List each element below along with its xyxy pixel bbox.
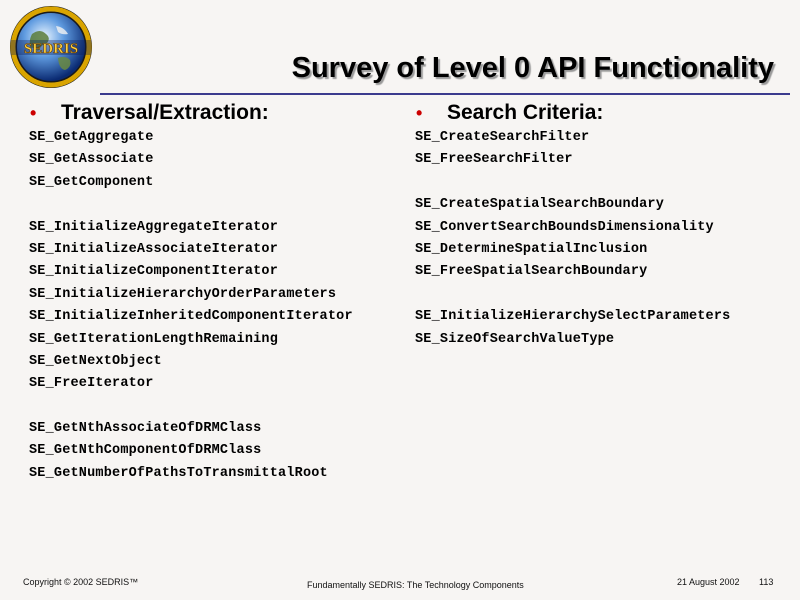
function-name: SE_GetAssociate [29, 152, 154, 168]
left-function-list [29, 127, 409, 485]
left-column [29, 99, 409, 485]
right-heading-label: Search Criteria: [447, 101, 604, 124]
function-name: SE_InitializeHierarchyOrderParameters [29, 286, 337, 302]
function-name: SE_GetNthComponentOfDRMClass [29, 443, 262, 459]
function-name: SE_InitializeAggregateIterator [29, 219, 279, 235]
function-name: SE_GetNthAssociateOfDRMClass [29, 421, 262, 437]
function-name: SE_CreateSearchFilter [415, 130, 590, 145]
footer-subtitle: Fundamentally SEDRIS: The Technology Components [307, 580, 524, 590]
function-name: SE_InitializeComponentIterator [29, 264, 279, 280]
footer-page-number: 113 [759, 577, 774, 587]
function-name: SE_InitializeAssociateIterator [29, 241, 279, 257]
function-name: SE_FreeIterator [29, 376, 154, 392]
function-name: SE_GetNextObject [29, 353, 162, 369]
logo-text: SEDRIS [23, 41, 79, 57]
left-heading [29, 99, 409, 127]
list-spacer [415, 172, 795, 194]
function-name: SE_FreeSearchFilter [415, 152, 573, 168]
footer-date: 21 August 2002 [677, 577, 740, 587]
list-spacer [29, 396, 409, 418]
bullet-icon: • [30, 102, 37, 123]
title-divider [100, 93, 790, 95]
function-name: SE_InitializeInheritedComponentIterator [29, 309, 353, 325]
function-name: SE_GetComponent [29, 174, 154, 190]
left-heading-label: Traversal/Extraction: [61, 101, 269, 124]
function-name: SE_SizeOfSearchValueType [415, 331, 615, 347]
function-name: SE_DetermineSpatialInclusion [415, 241, 648, 257]
right-heading [415, 99, 795, 127]
function-name: SE_GetNumberOfPathsToTransmittalRoot [29, 465, 328, 481]
function-name: SE_FreeSpatialSearchBoundary [415, 264, 648, 280]
function-name: SE_GetIterationLengthRemaining [29, 331, 279, 347]
list-spacer [29, 194, 409, 216]
footer-copyright: Copyright © 2002 SEDRIS™ [23, 577, 139, 587]
bullet-icon: • [416, 102, 423, 123]
sedris-logo [8, 4, 94, 90]
right-column [415, 99, 795, 351]
slide-title: Survey of Level 0 API Functionality [291, 52, 774, 84]
list-spacer [415, 284, 795, 306]
function-name: SE_ConvertSearchBoundsDimensionality [415, 219, 714, 235]
function-name: SE_CreateSpatialSearchBoundary [415, 197, 665, 213]
function-name: SE_InitializeHierarchySelectParameters [415, 309, 731, 325]
function-name: SE_GetAggregate [29, 130, 154, 145]
right-function-list [415, 127, 795, 351]
